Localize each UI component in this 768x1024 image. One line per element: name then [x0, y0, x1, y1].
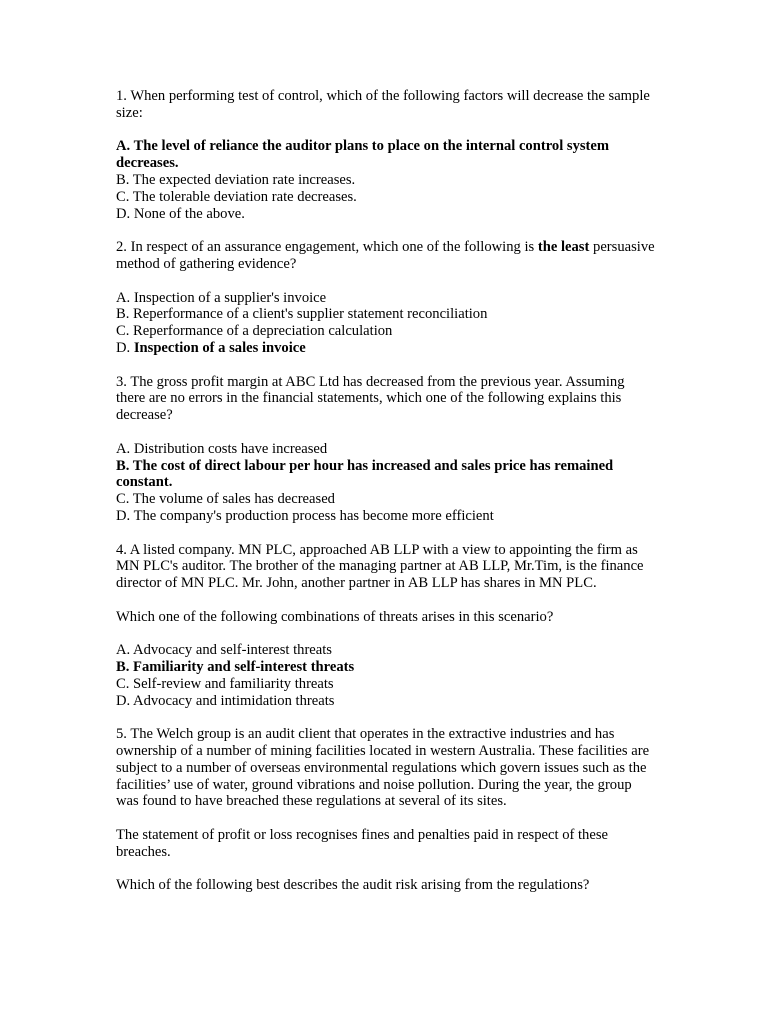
- question-2-stem: [116, 239, 656, 273]
- question-2-option-c: C. Reperformance of a depreciation calculation: [116, 323, 393, 340]
- question-3-option-d: D. The company's production process has become more efficient: [116, 507, 494, 524]
- question-4-option-b: B. Familiarity and self-interest threats: [116, 659, 355, 676]
- question-1-option-d: D. None of the above.: [116, 205, 245, 222]
- question-4-option-c: C. Self-review and familiarity threats: [116, 675, 334, 692]
- question-2-stem-emphasis: the least: [537, 239, 590, 256]
- question-4-stem: 4. A listed company. MN PLC, approached AB LLP with a view to appointing the firm as MN PLC's auditor. The brother of the managing partner at AB LLP, Mr.Tim, is the finance director of MN PLC. Mr. John, another partner in AB LLP has shares in MN PLC.: [116, 541, 644, 592]
- question-4-option-a: A. Advocacy and self-interest threats: [116, 642, 332, 659]
- document-page: [116, 88, 656, 911]
- question-1-option-c: C. The tolerable deviation rate decreases.: [116, 188, 357, 205]
- question-5: [116, 726, 656, 894]
- question-3: [116, 374, 656, 525]
- question-1-option-b: B. The expected deviation rate increases.: [116, 171, 356, 188]
- question-2-option-b: B. Reperformance of a client's supplier statement reconciliation: [116, 306, 488, 323]
- question-2-option-d-prefix: D.: [116, 339, 134, 356]
- question-3-option-a: A. Distribution costs have increased: [116, 440, 328, 457]
- question-4: [116, 542, 656, 710]
- question-2: [116, 239, 656, 357]
- question-2-stem-suffix: persuasive method of gathering evidence?: [116, 239, 655, 272]
- question-1-stem: 1. When performing test of control, which of the following factors will decrease the sample size:: [116, 88, 650, 121]
- question-3-stem: 3. The gross profit margin at ABC Ltd has decreased from the previous year. Assuming there are no errors in the financial statements, which one of the following explains this decrease?: [116, 373, 625, 424]
- question-4-substem: Which one of the following combinations of threats arises in this scenario?: [116, 608, 554, 625]
- question-3-option-b: B. The cost of direct labour per hour has increased and sales price has remained constant.: [116, 457, 614, 491]
- question-1: [116, 88, 656, 222]
- question-5-paragraph-3: Which of the following best describes the audit risk arising from the regulations?: [116, 877, 590, 894]
- question-1-option-a: A. The level of reliance the auditor plans to place on the internal control system decreases.: [116, 138, 610, 172]
- question-5-paragraph-2: The statement of profit or loss recognises fines and penalties paid in respect of these breaches.: [116, 827, 608, 860]
- question-2-option-d: [116, 340, 656, 357]
- question-4-option-d: D. Advocacy and intimidation threats: [116, 692, 335, 709]
- question-5-stem: 5. The Welch group is an audit client that operates in the extractive industries and has ownership of a number of mining facilities located in western Australia. These facilities are subject to a number of overseas environmental regulations which govern issues such as the facilities’ use of water, ground vibrations and noise pollution. During the year, the group was found to have breached these regulations at several of its sites.: [116, 726, 650, 810]
- question-3-option-c: C. The volume of sales has decreased: [116, 491, 335, 508]
- question-2-option-a: A. Inspection of a supplier's invoice: [116, 289, 327, 306]
- question-2-option-d-text: Inspection of a sales invoice: [133, 339, 306, 356]
- question-2-stem-prefix: 2. In respect of an assurance engagement, which one of the following is: [116, 239, 538, 256]
